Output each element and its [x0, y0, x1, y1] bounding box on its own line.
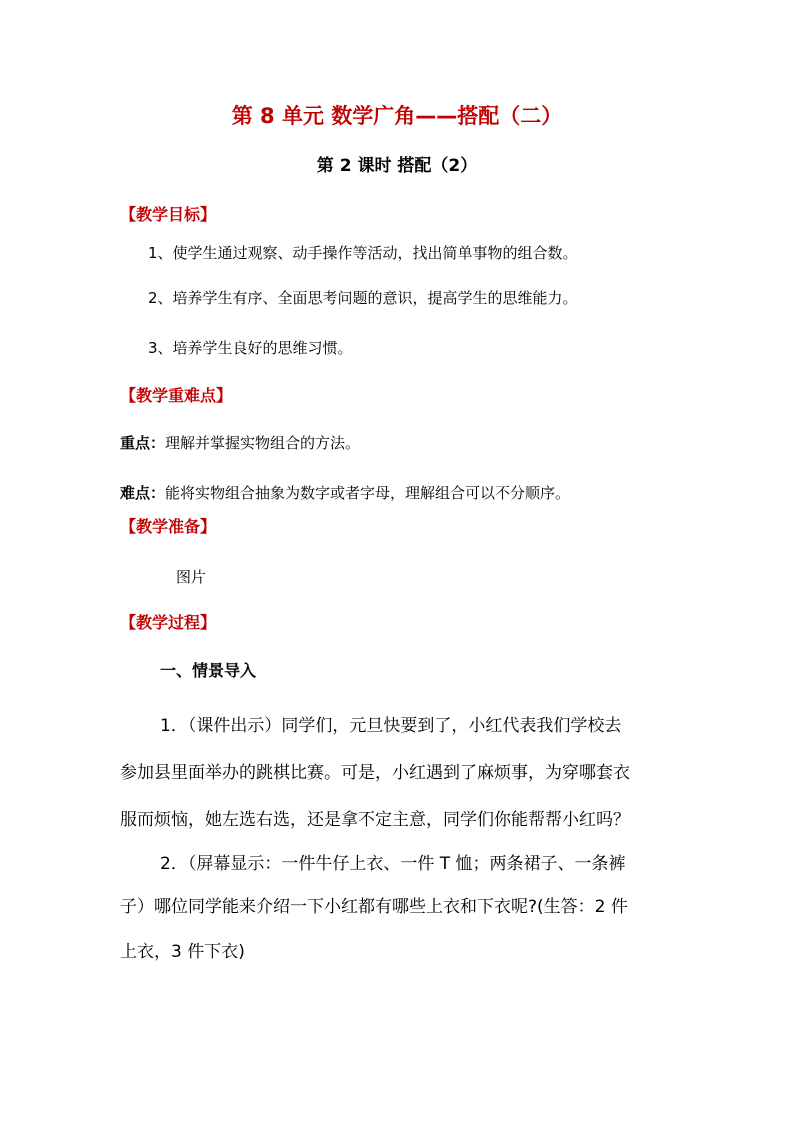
objectives-heading: 【教学目标】	[120, 205, 217, 224]
document-title: 第 8 单元 数学广角——搭配（二）	[231, 104, 563, 128]
key-label: 重点：	[120, 434, 166, 452]
step1-line-2: 参加县里面举办的跳棋比赛。可是，小红遇到了麻烦事，为穿哪套衣	[120, 763, 630, 783]
lesson-subtitle: 第 2 课时 搭配（2）	[316, 156, 478, 176]
difficult-label: 难点：	[120, 484, 166, 502]
difficult-point	[120, 478, 570, 508]
process-heading: 【教学过程】	[120, 613, 217, 632]
key-point	[120, 428, 360, 458]
objective-2: 2、培养学生有序、全面思考问题的意识，提高学生的思维能力。	[148, 289, 578, 307]
difficult-text: 能将实物组合抽象为数字或者字母，理解组合可以不分顺序。	[165, 484, 571, 502]
keypoints-heading: 【教学重难点】	[120, 386, 233, 405]
step2-line-3: 上衣，3 件下衣)	[120, 942, 245, 962]
objective-3: 3、培养学生良好的思维习惯。	[148, 339, 353, 357]
prep-text: 图片	[176, 568, 207, 586]
step1-line-1: 1．（课件出示）同学们，元旦快要到了，小红代表我们学校去	[160, 716, 622, 736]
step2-line-1: 2．（屏幕显示：一件牛仔上衣、一件 T 恤；两条裙子、一条裤	[160, 854, 626, 874]
step2-line-2: 子）哪位同学能来介绍一下小红都有哪些上衣和下衣呢?(生答：2 件	[120, 897, 628, 917]
prep-heading: 【教学准备】	[120, 517, 217, 536]
process-part1-heading: 一、情景导入	[160, 661, 257, 680]
key-text: 理解并掌握实物组合的方法。	[165, 434, 361, 452]
objective-1: 1、使学生通过观察、动手操作等活动，找出简单事物的组合数。	[148, 244, 578, 262]
step1-line-3: 服而烦恼，她左选右选，还是拿不定主意，同学们你能帮帮小红吗？	[120, 810, 630, 830]
